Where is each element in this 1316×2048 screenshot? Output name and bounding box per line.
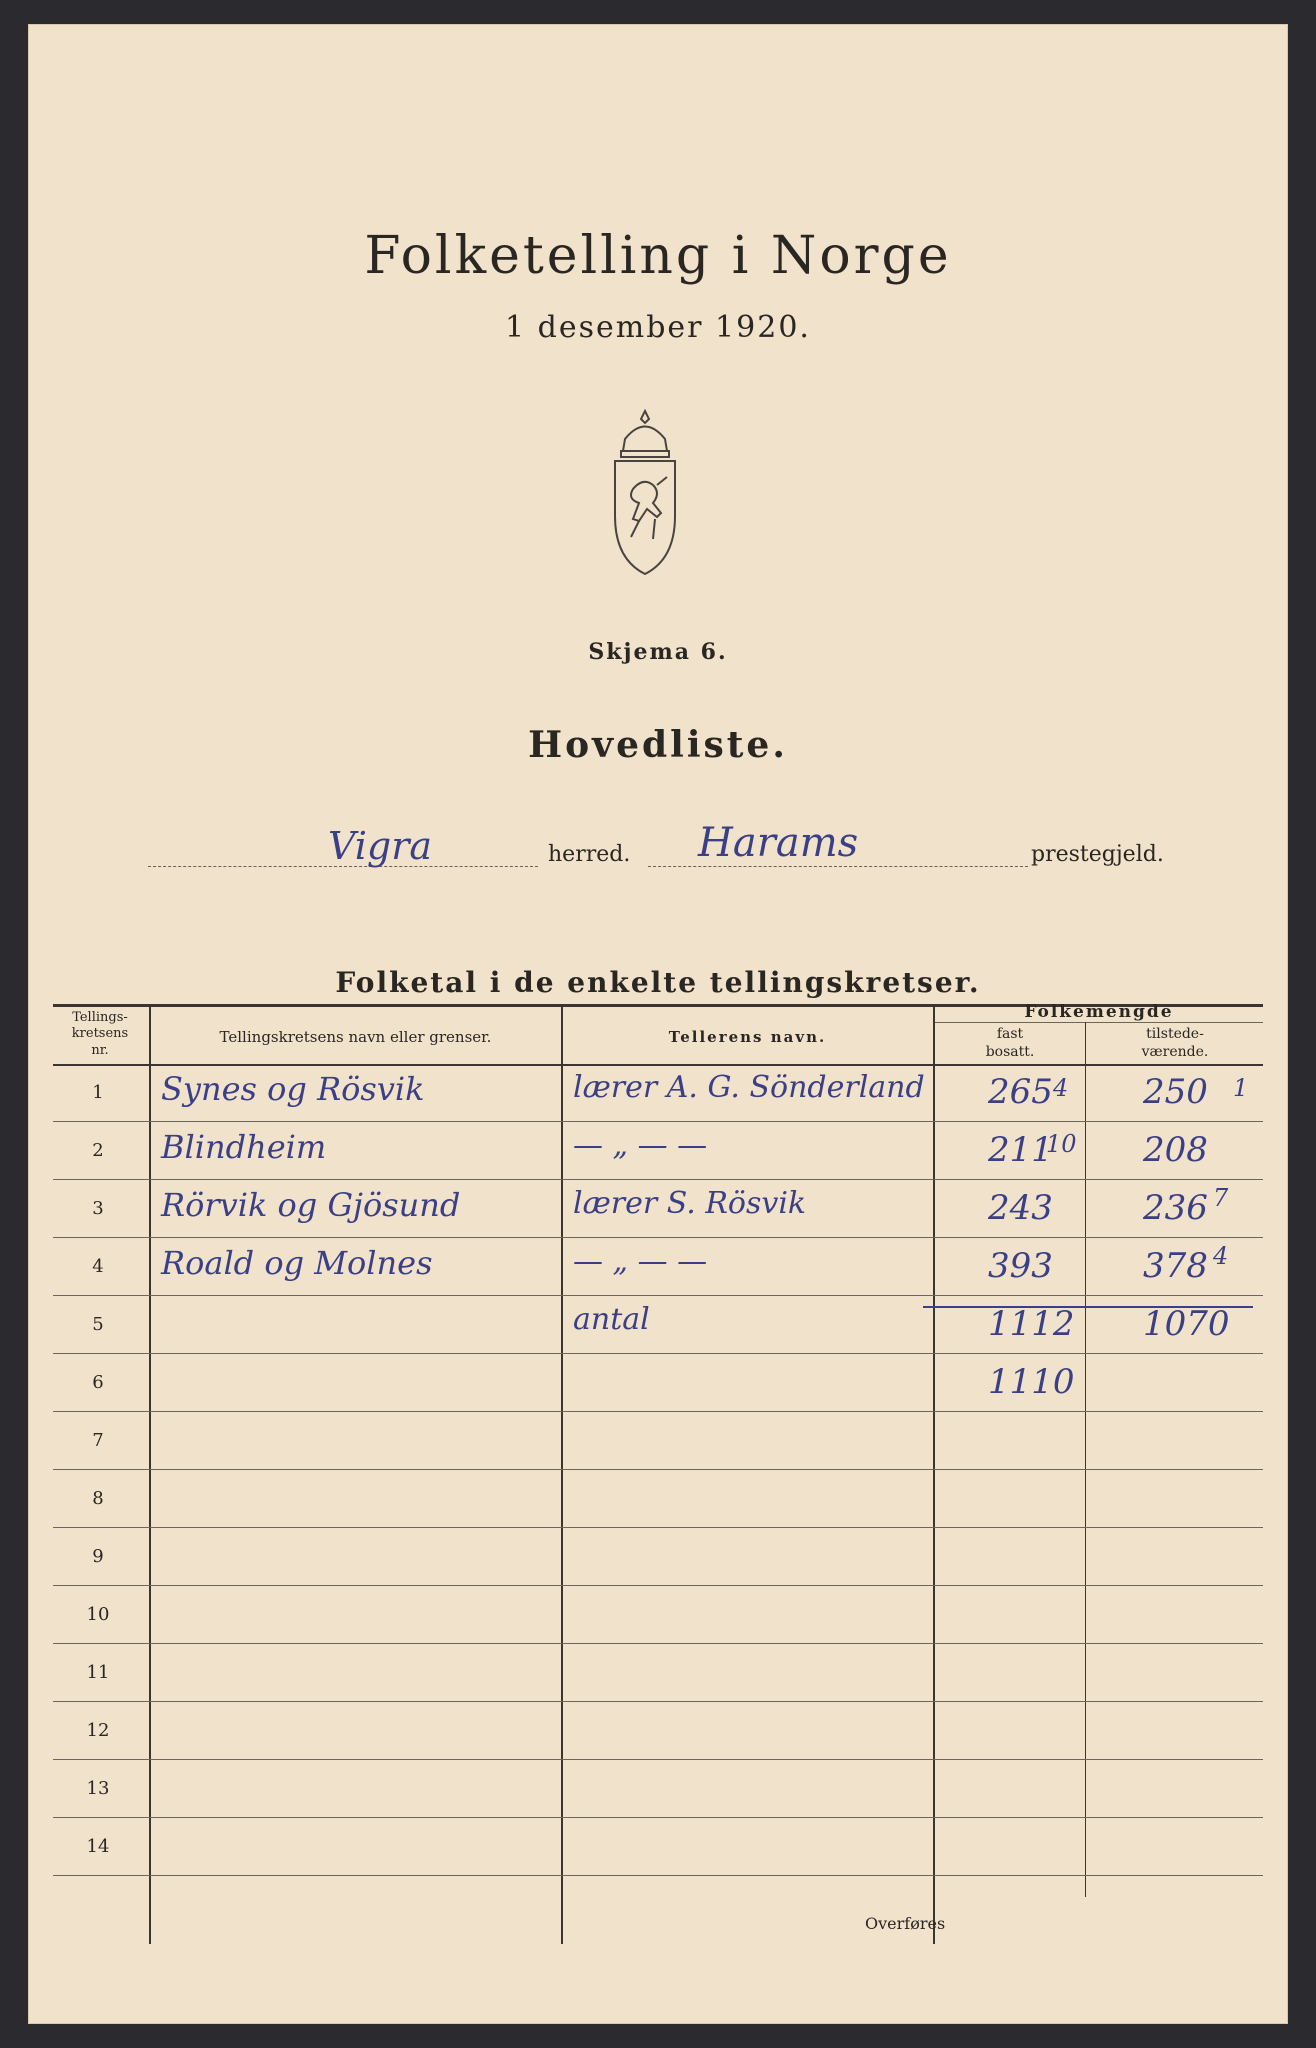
census-form-page [28,24,1288,2024]
row-number: 10 [86,1604,110,1625]
fast-bosatt-value: 265 [988,1072,1053,1112]
row-number: 11 [86,1662,110,1683]
correction-r3-tilstede: 7 [1213,1184,1229,1212]
row-number: 2 [92,1140,104,1161]
correction-r2-fast: 10 [1046,1130,1077,1158]
header-folkemengde: Folkemengde [1024,1002,1174,1022]
counter-name: antal [573,1302,650,1337]
counter-name: lærer S. Rösvik [573,1186,807,1221]
row-rule [53,1237,1263,1238]
counter-name: — „ — — [573,1128,708,1163]
row-number: 1 [92,1082,104,1103]
prestegjeld-value: Harams [698,820,859,866]
correction-r4-tilstede: 4 [1213,1242,1229,1270]
carry-over-label: Overføres [865,1914,946,1933]
row-rule [53,1411,1263,1412]
row-rule [53,1179,1263,1180]
row-number: 13 [86,1778,110,1799]
section-title: Folketal i de enkelte tellingskretser. [335,966,981,999]
row-number: 4 [92,1256,104,1277]
prestegjeld-line [648,866,1028,867]
list-title: Hovedliste. [528,724,788,766]
row-number: 6 [92,1372,104,1393]
tilstede-value: 250 [1143,1072,1208,1112]
row-number: 3 [92,1198,104,1219]
row-rule [53,1295,1263,1296]
tilstede-value: 1070 [1143,1304,1230,1344]
header-counter: Tellerens navn. [668,1028,827,1046]
col-divider-1 [149,1004,151,1944]
row-rule [53,1643,1263,1644]
counter-name: — „ — — [573,1244,708,1279]
fast-bosatt-value: 1110 [988,1362,1075,1402]
row-rule [53,1469,1263,1470]
row-number: 8 [92,1488,104,1509]
row-rule [53,1759,1263,1760]
row-rule [53,1817,1263,1818]
row-number: 5 [92,1314,104,1335]
herred-label: herred. [548,842,631,867]
row-number: 7 [92,1430,104,1451]
row-rule [53,1701,1263,1702]
tilstede-value: 208 [1143,1130,1208,1170]
row-rule [53,1527,1263,1528]
tilstede-value: 378 [1143,1246,1208,1286]
row-rule [53,1875,1263,1876]
census-date: 1 desember 1920. [505,310,811,345]
counter-name: lærer A. G. Sönderland [573,1070,925,1105]
census-table [53,1004,1263,1944]
schema-number: Skjema 6. [588,639,728,665]
col-divider-3 [933,1004,935,1944]
header-nr: Tellings- kretsens nr. [71,1010,129,1058]
row-rule [53,1353,1263,1354]
fast-bosatt-value: 1112 [988,1304,1075,1344]
row-number: 12 [86,1720,110,1741]
herred-value: Vigra [328,824,433,868]
prestegjeld-label: prestegjeld. [1031,842,1164,867]
correction-r1-fast: 4 [1053,1074,1069,1102]
tilstede-value: 236 [1143,1188,1208,1228]
correction-r1-tilstede: 1 [1233,1074,1249,1102]
row-rule [53,1121,1263,1122]
sum-rule [923,1306,1253,1308]
district-name: Rörvik og Gjösund [161,1186,461,1224]
row-number: 14 [86,1836,110,1857]
fast-bosatt-value: 243 [988,1188,1053,1228]
fast-bosatt-value: 393 [988,1246,1053,1286]
header-tilstede: tilstede- værende. [1141,1026,1209,1060]
district-name: Synes og Rösvik [161,1070,425,1108]
header-name: Tellingskretsens navn eller grenser. [219,1028,492,1046]
header-fast: fast bosatt. [985,1026,1035,1060]
row-number: 9 [92,1546,104,1567]
header-rule [53,1064,1263,1066]
district-name: Blindheim [161,1128,327,1166]
district-name: Roald og Molnes [161,1244,433,1282]
fast-bosatt-value: 211 [988,1130,1053,1170]
norwegian-lion-coat-of-arms-icon [595,409,695,579]
row-rule [53,1585,1263,1586]
col-divider-2 [561,1004,563,1944]
col-divider-4 [1085,1022,1086,1897]
page-title: Folketelling i Norge [364,226,952,286]
